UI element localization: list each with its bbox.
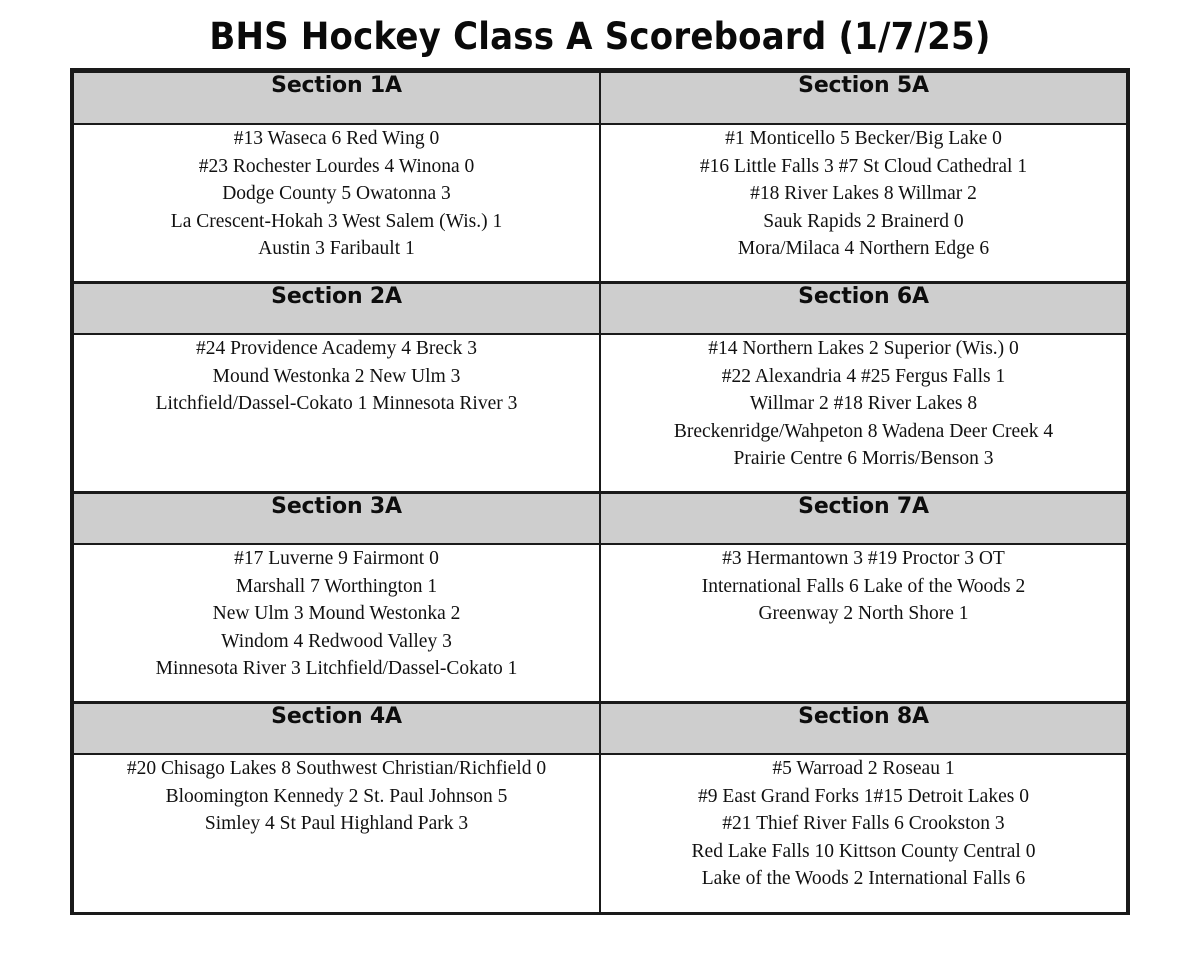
header-row <box>73 282 1127 334</box>
section-games-5a <box>600 124 1127 282</box>
game-line: #22 Alexandria 4 #25 Fergus Falls 1 <box>721 365 1006 387</box>
section-header-7a: Section 7A <box>600 492 1127 544</box>
game-line: Willmar 2 #18 River Lakes 8 <box>749 393 978 414</box>
game-line: New Ulm 3 Mound Westonka 2 <box>212 603 461 624</box>
game-line: Prairie Centre 6 Morris/Benson 3 <box>733 448 994 469</box>
game-line: Red Lake Falls 10 Kittson County Central 0 <box>691 840 1036 862</box>
game-line: #24 Providence Academy 4 Breck 3 <box>195 338 478 359</box>
game-line: Sauk Rapids 2 Brainerd 0 <box>763 210 964 232</box>
game-line: Lake of the Woods 2 International Falls 6 <box>701 868 1026 889</box>
game-line: Simley 4 St Paul Highland Park 3 <box>204 813 469 834</box>
game-line: #1 Monticello 5 Becker/Big Lake 0 <box>725 128 1002 149</box>
game-line: #17 Luverne 9 Fairmont 0 <box>234 548 439 569</box>
header-row <box>73 72 1127 124</box>
game-line: Greenway 2 North Shore 1 <box>758 603 969 624</box>
page-title: BHS Hockey Class A Scoreboard (1/7/25) <box>209 15 991 58</box>
game-line: Breckenridge/Wahpeton 8 Wadena Deer Creek 4 <box>673 420 1054 442</box>
scoreboard-table <box>72 71 1128 912</box>
scoreboard-table-wrapper <box>70 68 1130 915</box>
game-line: Austin 3 Faribault 1 <box>258 238 415 259</box>
game-line: International Falls 6 Lake of the Woods 2 <box>701 575 1026 597</box>
games-row <box>73 754 1127 912</box>
section-games-8a <box>600 754 1127 912</box>
section-header-1a: Section 1A <box>73 72 600 124</box>
game-line: #13 Waseca 6 Red Wing 0 <box>233 128 440 149</box>
game-line: La Crescent-Hokah 3 West Salem (Wis.) 1 <box>170 210 503 232</box>
section-games-3a <box>73 544 600 702</box>
game-line: Windom 4 Redwood Valley 3 <box>221 630 452 652</box>
game-line: Bloomington Kennedy 2 St. Paul Johnson 5 <box>165 785 508 807</box>
games-row <box>73 124 1127 282</box>
section-games-2a <box>73 334 600 492</box>
section-games-1a <box>73 124 600 282</box>
section-header-4a: Section 4A <box>73 702 600 754</box>
game-line: #18 River Lakes 8 Willmar 2 <box>750 183 977 204</box>
game-line: Mora/Milaca 4 Northern Edge 6 <box>737 238 990 259</box>
header-row <box>73 702 1127 754</box>
game-line: Minnesota River 3 Litchfield/Dassel-Cokato 1 <box>155 658 518 679</box>
game-line: Marshall 7 Worthington 1 <box>235 575 438 597</box>
game-line: #9 East Grand Forks 1#15 Detroit Lakes 0 <box>698 785 1029 807</box>
section-header-8a: Section 8A <box>600 702 1127 754</box>
game-line: #21 Thief River Falls 6 Crookston 3 <box>722 813 1005 834</box>
game-line: #20 Chisago Lakes 8 Southwest Christian/Richfield 0 <box>126 758 547 779</box>
game-line: #5 Warroad 2 Roseau 1 <box>772 758 955 779</box>
games-row <box>73 334 1127 492</box>
section-games-7a <box>600 544 1127 702</box>
games-row <box>73 544 1127 702</box>
scoreboard-body <box>73 72 1127 912</box>
section-header-5a: Section 5A <box>600 72 1127 124</box>
game-line: Dodge County 5 Owatonna 3 <box>222 183 451 204</box>
game-line: #16 Little Falls 3 #7 St Cloud Cathedral 1 <box>699 155 1028 177</box>
section-games-6a <box>600 334 1127 492</box>
section-header-6a: Section 6A <box>600 282 1127 334</box>
game-line: #3 Hermantown 3 #19 Proctor 3 OT <box>722 548 1005 569</box>
game-line: #14 Northern Lakes 2 Superior (Wis.) 0 <box>708 338 1019 359</box>
game-line: Mound Westonka 2 New Ulm 3 <box>212 365 461 387</box>
section-games-4a <box>73 754 600 912</box>
section-header-3a: Section 3A <box>73 492 600 544</box>
header-row <box>73 492 1127 544</box>
game-line: #23 Rochester Lourdes 4 Winona 0 <box>198 155 475 177</box>
section-header-2a: Section 2A <box>73 282 600 334</box>
game-line: Litchfield/Dassel-Cokato 1 Minnesota River 3 <box>155 393 518 414</box>
